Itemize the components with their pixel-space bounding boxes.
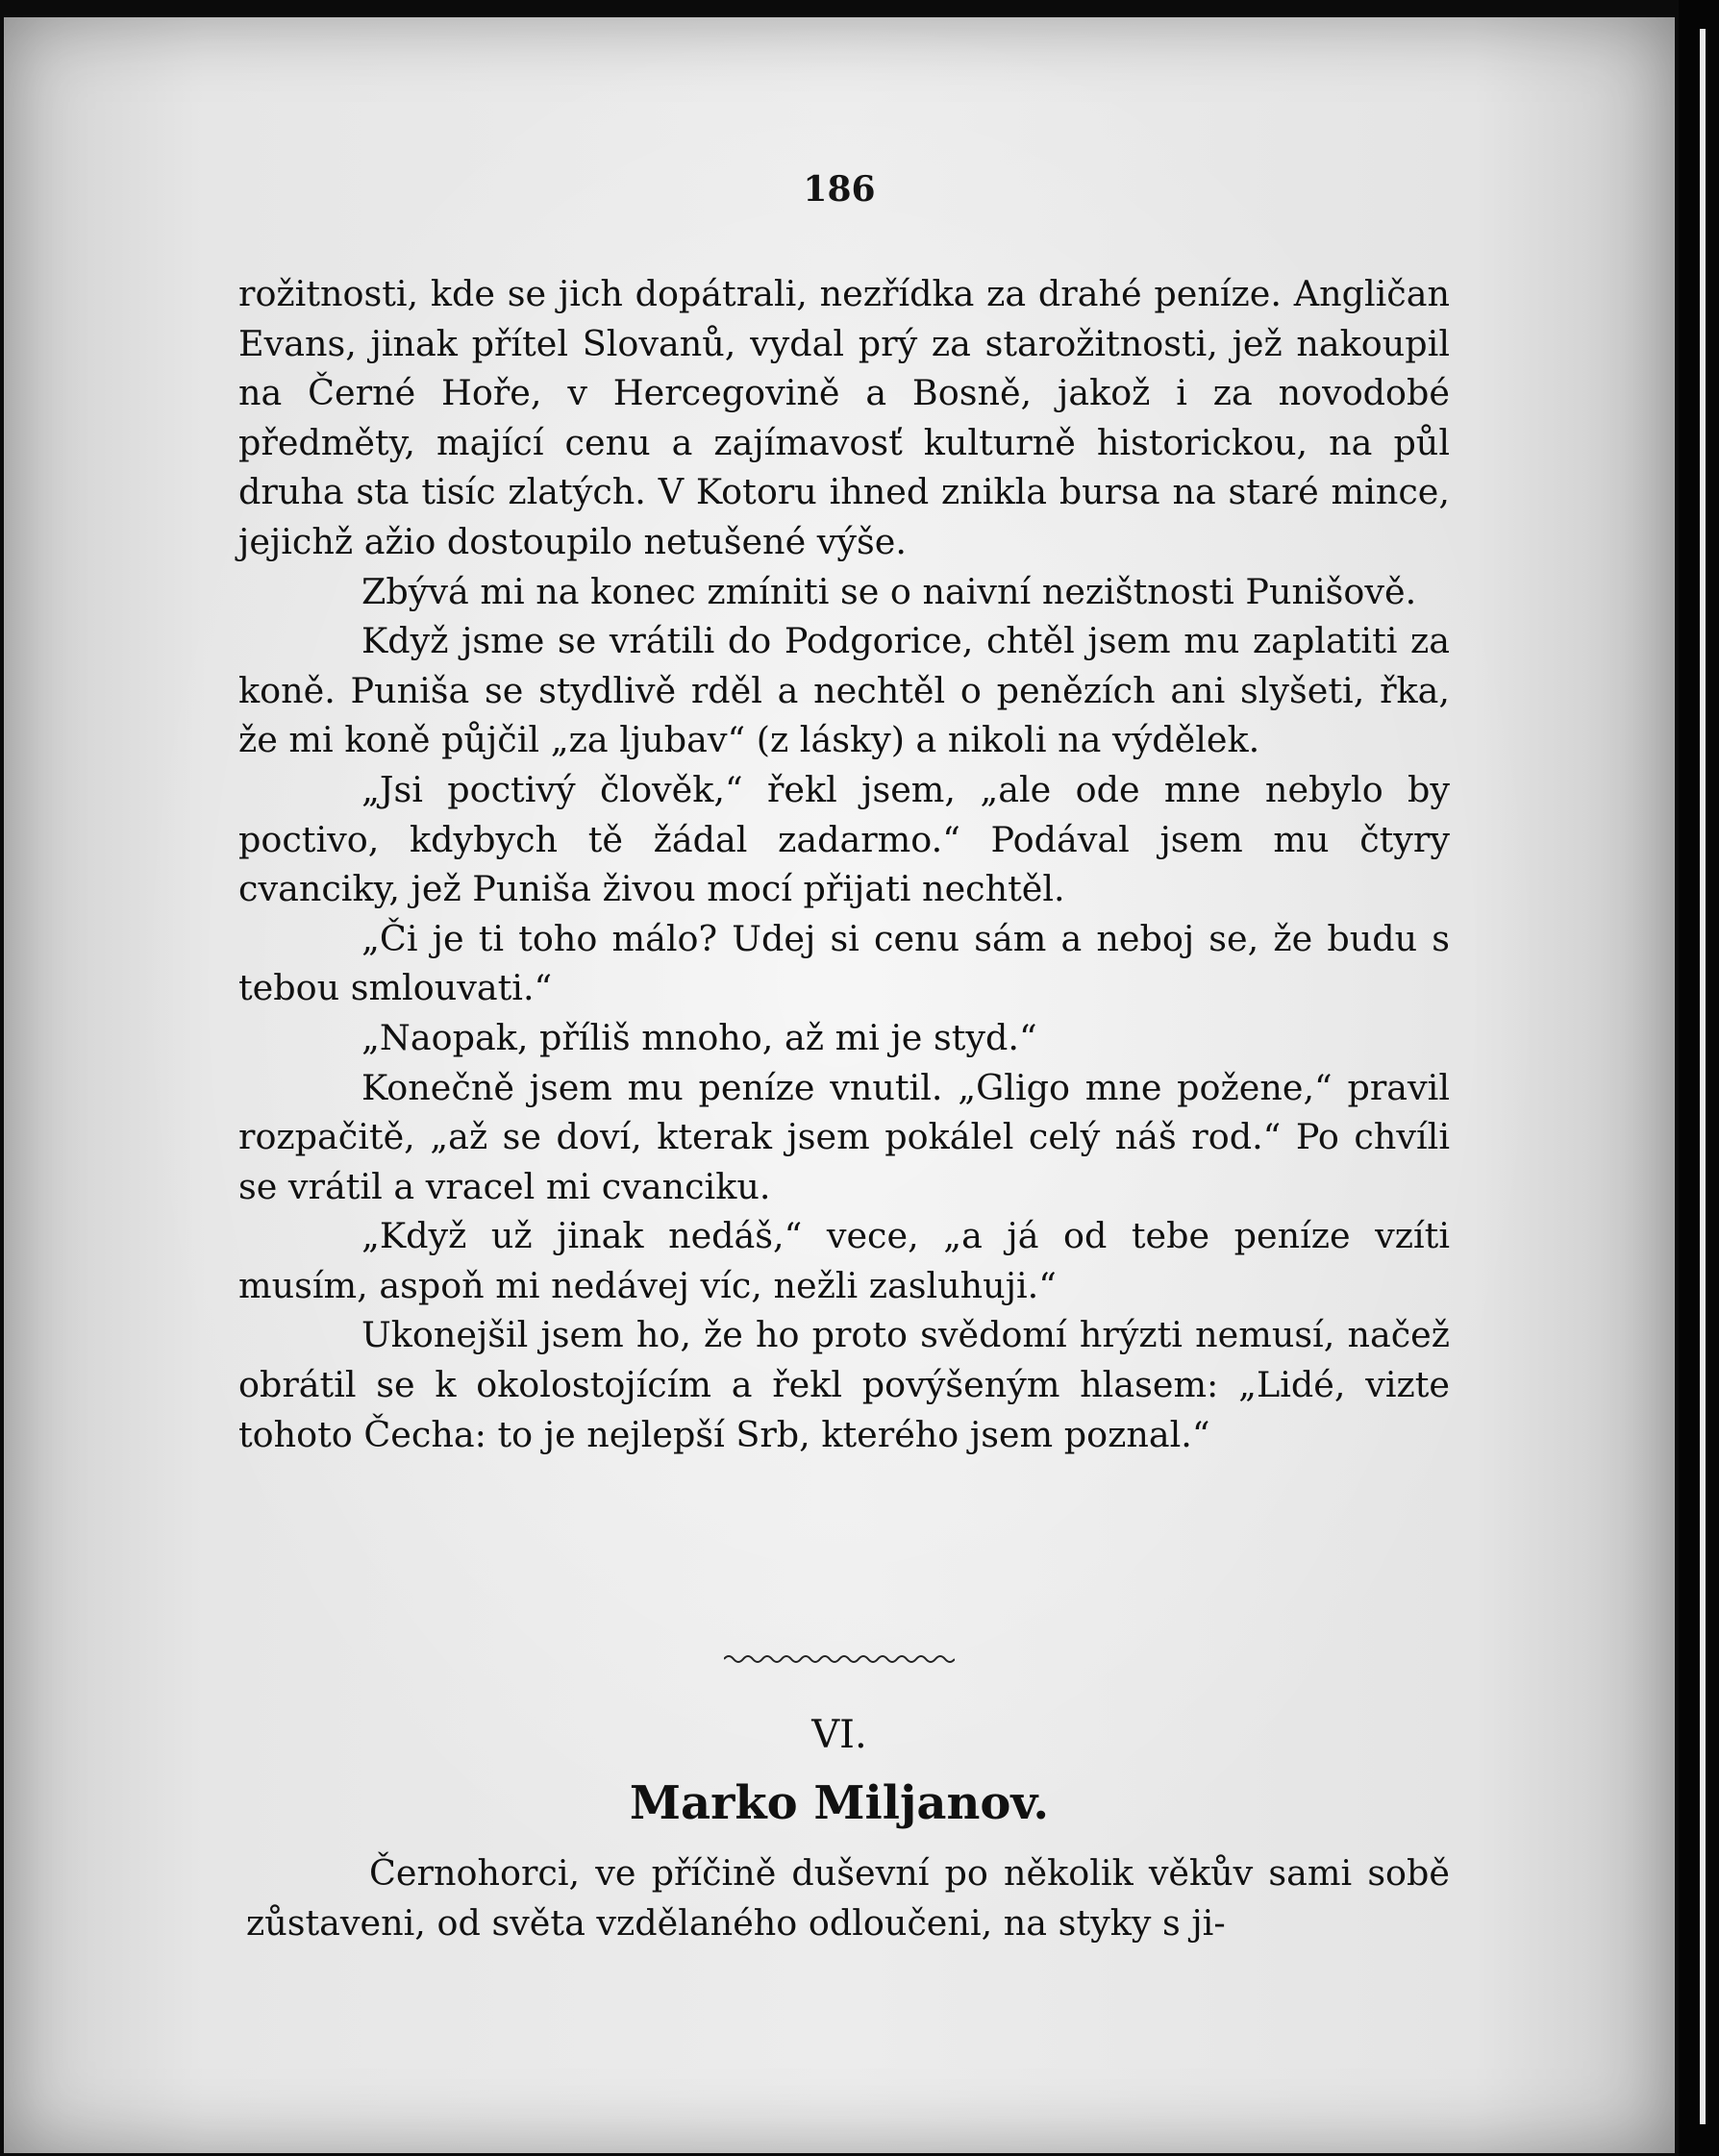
paragraph: „Či je ti toho málo? Udej si cenu sám a neboj se, že budu s tebou smlouvati.“ — [238, 917, 1450, 1009]
body-text — [238, 269, 1450, 1459]
section-divider — [4, 1651, 1675, 1671]
scan-edge-line — [1700, 29, 1706, 2124]
paragraph: Když jsme se vrátili do Podgorice, chtěl jsem mu zaplatiti za koně. Puniša se stydlivě rděl a nechtěl o penězích ani slyšeti, řka, že mi koně půjčil „za ljubav“ (z lásky) a nikoli na výdělek. — [238, 620, 1450, 761]
section-body-text — [246, 1848, 1450, 1947]
scan-border — [1679, 0, 1719, 2156]
paragraph: Ukonejšil jsem ho, že ho proto svědomí hrýzti nemusí, načež obrátil se k okolostojícím a řekl povýšeným hlasem: „Lidé, vizte tohoto Čecha: to je nejlepší Srb, kterého jsem poznal.“ — [238, 1314, 1450, 1455]
paragraph: Zbývá mi na konec zmíniti se o naivní nezištnosti Punišově. — [361, 570, 1417, 612]
paragraph: „Naopak, příliš mnoho, až mi je styd.“ — [361, 1016, 1037, 1058]
paragraph: rožitnosti, kde se jich dopátrali, nezřídka za drahé peníze. Angličan Evans, jinak přítel Slovanů, vydal prý za starožitnosti, jež nakoupil na Černé Hoře, v Hercegovině a Bosně, jakož i za novodobé předměty, mající cenu a zajímavosť kulturně historickou, na půl druha sta tisíc zlatých. V Kotoru ihned znikla bursa na staré mince, jejichž ažio dostoupilo netušené výše. — [238, 273, 1450, 562]
page-number: 186 — [803, 169, 876, 210]
wavy-rule-icon — [724, 1651, 955, 1667]
paragraph: Černohorci, ve příčině duševní po několik věkův sami sobě zůstaveni, od světa vzdělaného odloučeni, na styky s ji- — [246, 1852, 1450, 1944]
paragraph: „Když už jinak nedáš,“ vece, „a já od tebe peníze vzíti musím, aspoň mi nedávej víc, nežli zasluhuji.“ — [238, 1215, 1450, 1306]
paragraph: „Jsi poctivý člověk,“ řekl jsem, „ale ode mne nebylo by poctivo, kdybych tě žádal zadarmo.“ Podával jsem mu čtyry cvanciky, jež Puniša živou mocí přijati nechtěl. — [238, 768, 1450, 910]
section-title: Marko Miljanov. — [629, 1776, 1050, 1830]
section-numeral: VI. — [811, 1713, 867, 1757]
paper-page — [4, 17, 1675, 2153]
paragraph: Konečně jsem mu peníze vnutil. „Gligo mne požene,“ pravil rozpačitě, „až se doví, kterak jsem pokálel celý náš rod.“ Po chvíli se vrátil a vracel mi cvanciku. — [238, 1066, 1450, 1207]
